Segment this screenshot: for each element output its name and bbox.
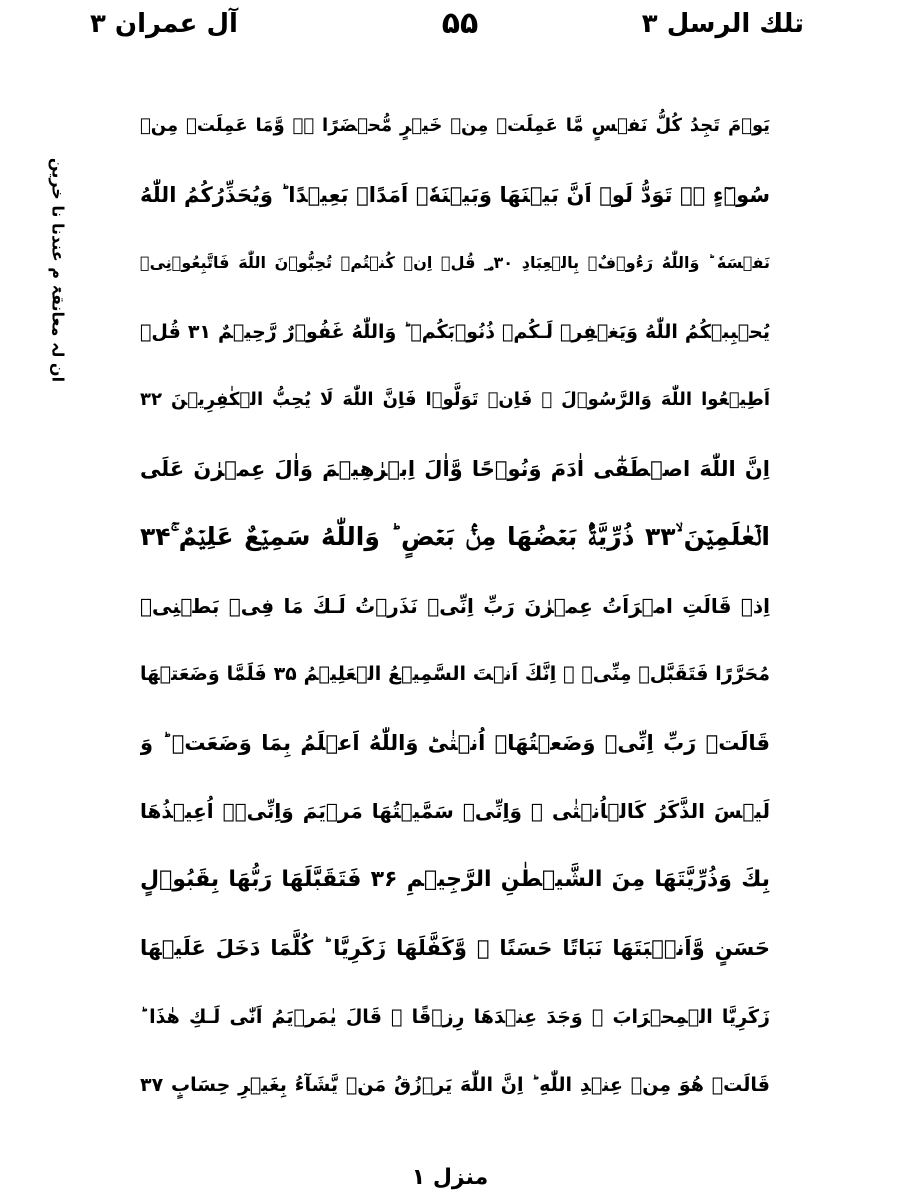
verse-line: لَيۡسَ الذَّكَرُ كَالۡاُنۡثٰى ۚ وَاِنِّىۡ سَمَّيۡتُهَا مَرۡيَمَ وَاِنِّىۡۤ اُعِيۡذُهَا (140, 799, 770, 823)
verse-line: يَوۡمَ تَجِدُ كُلُّ نَفۡسٍ مَّا عَمِلَتۡ مِنۡ خَيۡرٍ مُّحۡضَرًا ۛۚ وَّمَا عَمِلَتۡ مِنۡ (140, 115, 770, 136)
verse-line: قَالَتۡ هُوَ مِنۡ عِنۡدِ اللّٰهِ ؕ اِنَّ اللّٰهَ يَرۡزُقُ مَنۡ يَّشَآءُ بِغَيۡرِ حِسَابٍ ۳۷ (140, 1074, 770, 1096)
margin-note (38, 60, 78, 480)
margin-note-text: ان لہ معانقۃ م عندنا نا خرین (48, 157, 68, 383)
page-header (0, 2, 900, 50)
verse-line: يُحۡبِبۡكُمُ اللّٰهُ وَيَغۡفِرۡ لَـكُمۡ ذُنُوۡبَكُمۡ ؕ وَاللّٰهُ غَفُوۡرٌ رَّحِيۡمٌ ۳۱ قُلۡ (140, 320, 770, 343)
verse-line: سُوۡٓءٍ ۛۚ تَوَدُّ لَوۡ اَنَّ بَيۡنَهَا وَبَيۡنَهٗۤ اَمَدًاۢ بَعِيۡدًا ؕ وَيُحَذِّرُكُمُ اللّٰهُ (140, 182, 770, 207)
verse-line: زَكَرِيَّا الۡمِحۡرَابَ ۙ وَجَدَ عِنۡدَهَا رِزۡقًا ۚ قَالَ يٰمَرۡيَمُ اَنّٰى لَـكِ هٰذَا ؕ (140, 1005, 770, 1028)
verse-line: بِكَ وَذُرِّيَّتَهَا مِنَ الشَّيۡطٰنِ الرَّجِيۡمِ ۳۶ فَتَقَبَّلَهَا رَبُّهَا بِقَبُوۡلٍ (140, 866, 770, 892)
verse-line: حَسَنٍ وَّاَنۡۢبَتَهَا نَبَاتًا حَسَنًا ۙ وَّكَفَّلَهَا زَكَرِيَّا ؕ كُلَّمَا دَخَلَ عَلَيۡهَا (140, 936, 770, 960)
verse-line: قَالَتۡ رَبِّ اِنِّىۡ وَضَعۡتُهَاۤ اُنۡثٰىؕ وَاللّٰهُ اَعۡلَمُ بِمَا وَضَعَتۡ ؕ وَ (140, 730, 770, 755)
verse-line: نَفۡسَهٗ ؕ وَاللّٰهُ رَءُوۡفٌۢ بِالۡعِبَادِ ؃۳۰ قُلۡ اِنۡ كُنۡتُمۡ تُحِبُّوۡنَ اللّٰهَ فَاتَّبِعُوۡنِىۡ (140, 253, 770, 272)
surah-name: آل عمران ٣ (90, 9, 238, 39)
page-number: ۵۵ (441, 6, 479, 41)
verse-line: اَطِيۡعُوا اللّٰهَ وَالرَّسُوۡلَ ۚ فَاِنۡ تَوَلَّوۡا فَاِنَّ اللّٰهَ لَا يُحِبُّ الۡكٰفِرِيۡنَ ۳۲ (140, 389, 770, 410)
verse-block (140, 92, 770, 1120)
verse-line: الۡعٰلَمِيۡنَ ۙ۳۳ ذُرِّيَّةًۢ بَعۡضُهَا مِنۡۢ بَعۡضٍ ؕ وَاللّٰهُ سَمِيۡعٌ عَلِيۡمٌ ۚ۳۴ (140, 522, 770, 551)
verse-line: اِنَّ اللّٰهَ اصۡطَفٰٓى اٰدَمَ وَنُوۡحًا وَّاٰلَ اِبۡرٰهِيۡمَ وَاٰلَ عِمۡرٰنَ عَلَى (140, 456, 770, 481)
verse-line: اِذۡ قَالَتِ امۡرَاَتُ عِمۡرٰنَ رَبِّ اِنِّىۡ نَذَرۡتُ لَـكَ مَا فِىۡ بَطۡنِىۡ (140, 593, 770, 618)
juz-name: تلك الرسل ٣ (641, 9, 804, 39)
manzil-footer: منزل ١ (411, 1165, 489, 1190)
verse-line: مُحَرَّرًا فَتَقَبَّلۡ مِنِّىۡ ۚ اِنَّكَ اَنۡتَ السَّمِيۡعُ الۡعَلِيۡمُ ۳۵ فَلَمَّا وَضَعَتۡهَا (140, 663, 770, 685)
